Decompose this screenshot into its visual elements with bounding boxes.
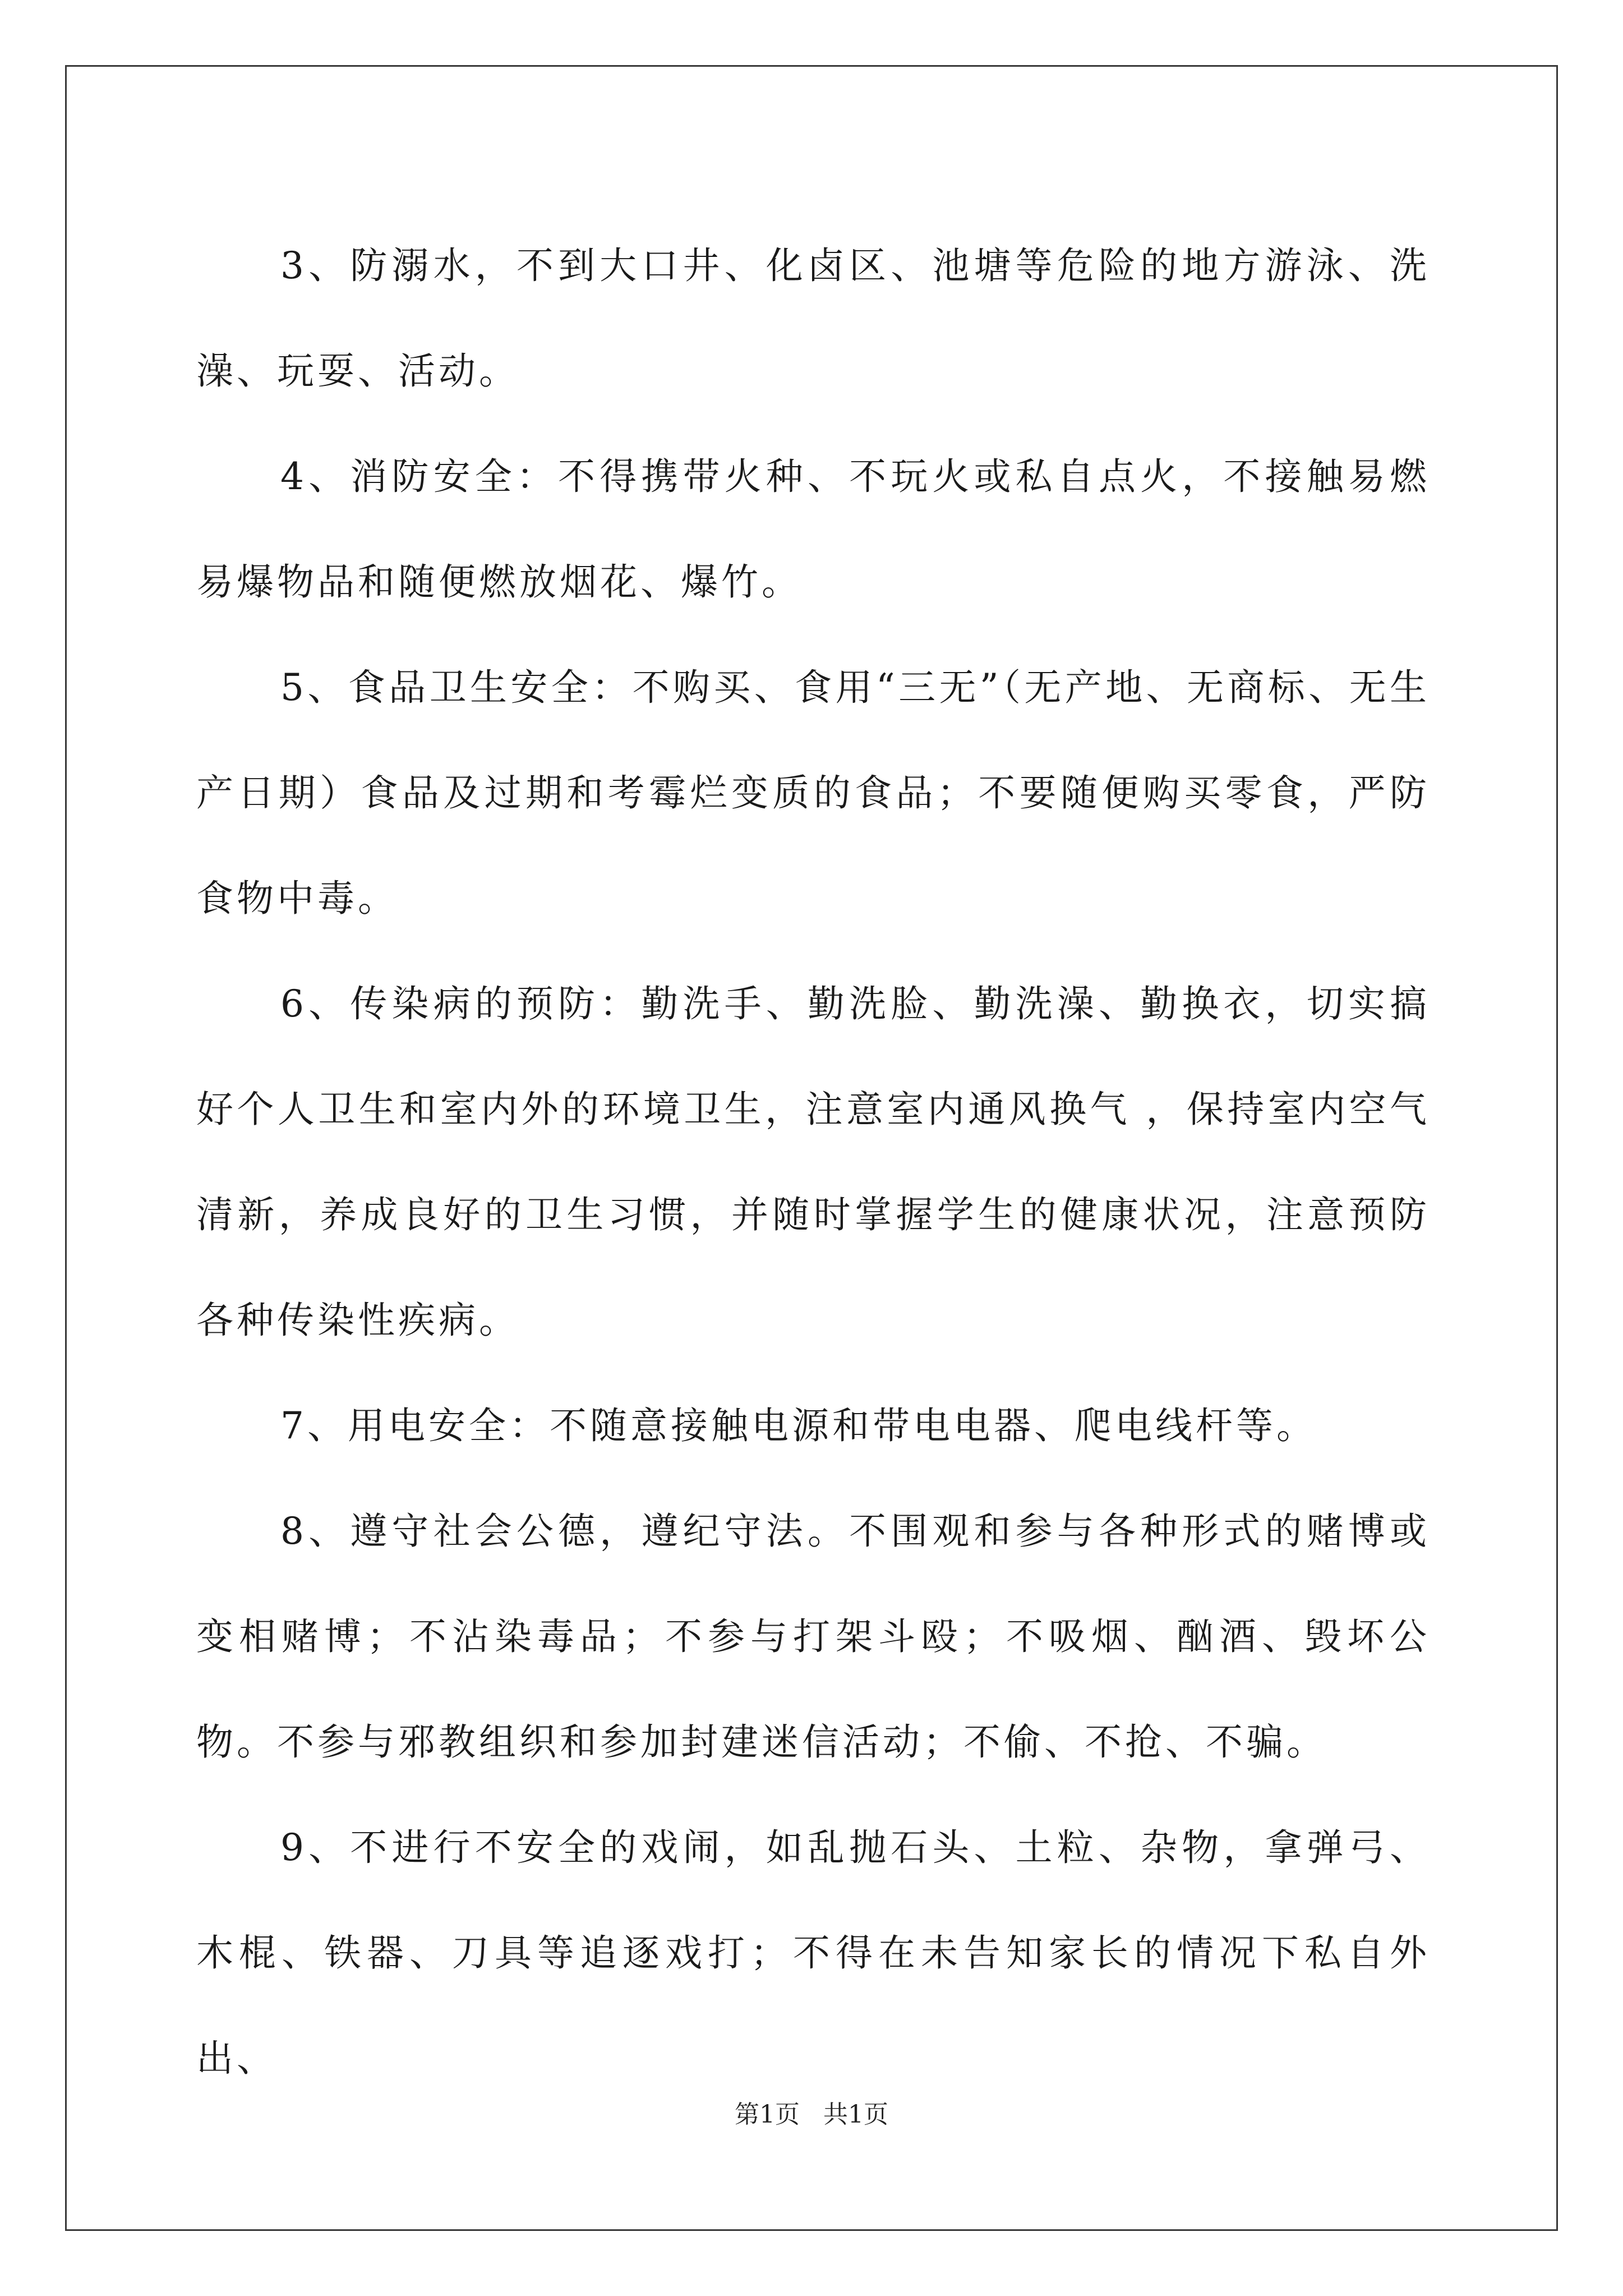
paragraph-7: 7、用电安全：不随意接触电源和带电电器、爬电线杆等。 (280, 1404, 1317, 1447)
paragraph-5: 5、食品卫生安全：不购买、食用“三无”（无产地、无商标、无生产日期）食品及过期和考霉烂变质的食品；不要随便购买零食，严防食物中毒。 (196, 666, 1430, 920)
page-total: 共1页 (823, 2100, 888, 2129)
paragraph-6: 6、传染病的预防：勤洗手、勤洗脸、勤洗澡、勤换衣，切实搞好个人卫生和室内外的环境卫生，注意室内通风换气 ，保持室内空气清新，养成良好的卫生习惯，并随时掌握学生的健康状况，注意预防各种传染性疾病。 (196, 982, 1430, 1342)
paragraph-4: 4、消防安全：不得携带火种、不玩火或私自点火，不接触易燃易爆物品和随便燃放烟花、爆竹。 (196, 455, 1430, 604)
paragraph-8: 8、遵守社会公德，遵纪守法。不围观和参与各种形式的赌博或变相赌博；不沾染毒品；不参与打架斗殴；不吸烟、酗酒、毁坏公物。不参与邪教组织和参加封建迷信活动；不偷、不抢、不骗。 (196, 1510, 1430, 1764)
paragraph-9: 9、不进行不安全的戏闹，如乱抛石头、土粒、杂物，拿弹弓、木棍、铁器、刀具等追逐戏打；不得在未告知家长的情况下私自外出、 (196, 1826, 1430, 2080)
page-footer (0, 2098, 1623, 2132)
page-number: 第1页 (735, 2100, 800, 2129)
document-body (196, 213, 1430, 2111)
paragraph-3: 3、防溺水，不到大口井、化卤区、池塘等危险的地方游泳、洗澡、玩耍、活动。 (196, 244, 1430, 393)
